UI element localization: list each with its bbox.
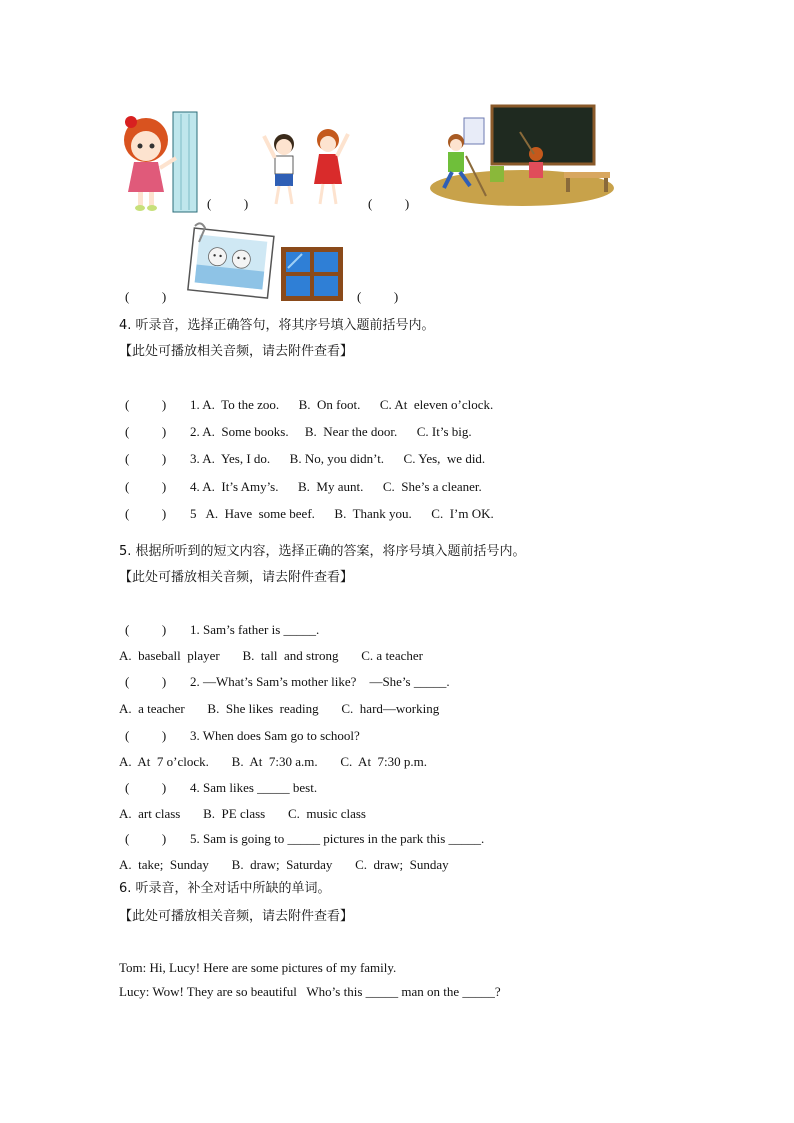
- q5-item-5-blank[interactable]: ( ): [125, 831, 167, 846]
- answer-blank[interactable]: ( ): [368, 196, 410, 211]
- q4-item-3-text: 3. A. Yes, I do. B. No, you didn’t. C. Yes, we did.: [190, 451, 486, 466]
- q5-item-3-options: A. At 7 o’clock. B. At 7:30 a.m. C. At 7:30 p.m.: [119, 754, 428, 769]
- q4-item-4-text: 4. A. It’s Amy’s. B. My aunt. C. She’s a cleaner.: [190, 479, 482, 494]
- q5-item-2-question: 2. —What’s Sam’s mother like? —She’s _____.: [190, 674, 450, 689]
- q5-item-1-options: A. baseball player B. tall and strong C. a teacher: [119, 648, 423, 663]
- q4-heading: 4. 听录音，选择正确答句，将其序号填入题前括号内。: [119, 318, 435, 333]
- q5-item-2-blank[interactable]: ( ): [125, 674, 167, 689]
- q5-item-4-question: 4. Sam likes _____ best.: [190, 780, 318, 795]
- q6-dialogue-line-1: Tom: Hi, Lucy! Here are some pictures of my family.: [119, 960, 397, 975]
- answer-blank[interactable]: ( ): [207, 196, 249, 211]
- q4-item-5-blank[interactable]: ( ): [125, 506, 167, 521]
- q4-item-5-text: 5 A. Have some beef. B. Thank you. C. I’m OK.: [190, 506, 494, 521]
- q5-item-4-options: A. art class B. PE class C. music class: [119, 806, 366, 821]
- q4-item-3-blank[interactable]: ( ): [125, 451, 167, 466]
- q4-item-1-text: 1. A. To the zoo. B. On foot. C. At eleven o’clock.: [190, 397, 494, 412]
- q4-item-2-text: 2. A. Some books. B. Near the door. C. It’s big.: [190, 424, 472, 439]
- q5-item-2-options: A. a teacher B. She likes reading C. hard—working: [119, 701, 440, 716]
- answer-blank[interactable]: ( ): [125, 289, 167, 304]
- q6-heading: 6. 听录音，补全对话中所缺的单词。: [119, 881, 331, 896]
- classroom-cleaning-picture: [426, 104, 618, 208]
- answer-blank[interactable]: ( ): [357, 289, 399, 304]
- q4-item-2-blank[interactable]: ( ): [125, 424, 167, 439]
- q6-dialogue-line-2: Lucy: Wow! They are so beautiful Who’s this _____ man on the _____?: [119, 984, 501, 999]
- cat-photo-picture: [185, 222, 275, 300]
- q4-item-4-blank[interactable]: ( ): [125, 479, 167, 494]
- q5-item-1-blank[interactable]: ( ): [125, 622, 167, 637]
- q5-item-3-question: 3. When does Sam go to school?: [190, 728, 360, 743]
- girl-curtain-picture: [118, 110, 203, 215]
- q5-item-3-blank[interactable]: ( ): [125, 728, 167, 743]
- q5-item-1-question: 1. Sam’s father is _____.: [190, 622, 320, 637]
- q4-audio-note: 【此处可播放相关音频，请去附件查看】: [119, 344, 354, 359]
- q5-item-5-question: 5. Sam is going to _____ pictures in the park this _____.: [190, 831, 485, 846]
- q5-item-4-blank[interactable]: ( ): [125, 780, 167, 795]
- window-picture: [280, 246, 344, 302]
- q5-audio-note: 【此处可播放相关音频，请去附件查看】: [119, 570, 354, 585]
- kids-exercising-picture: [262, 122, 358, 210]
- q4-item-1-blank[interactable]: ( ): [125, 397, 167, 412]
- q6-audio-note: 【此处可播放相关音频，请去附件查看】: [119, 909, 354, 924]
- q5-item-5-options: A. take; Sunday B. draw; Saturday C. draw; Sunday: [119, 857, 449, 872]
- q5-heading: 5. 根据所听到的短文内容，选择正确的答案，将序号填入题前括号内。: [119, 544, 526, 559]
